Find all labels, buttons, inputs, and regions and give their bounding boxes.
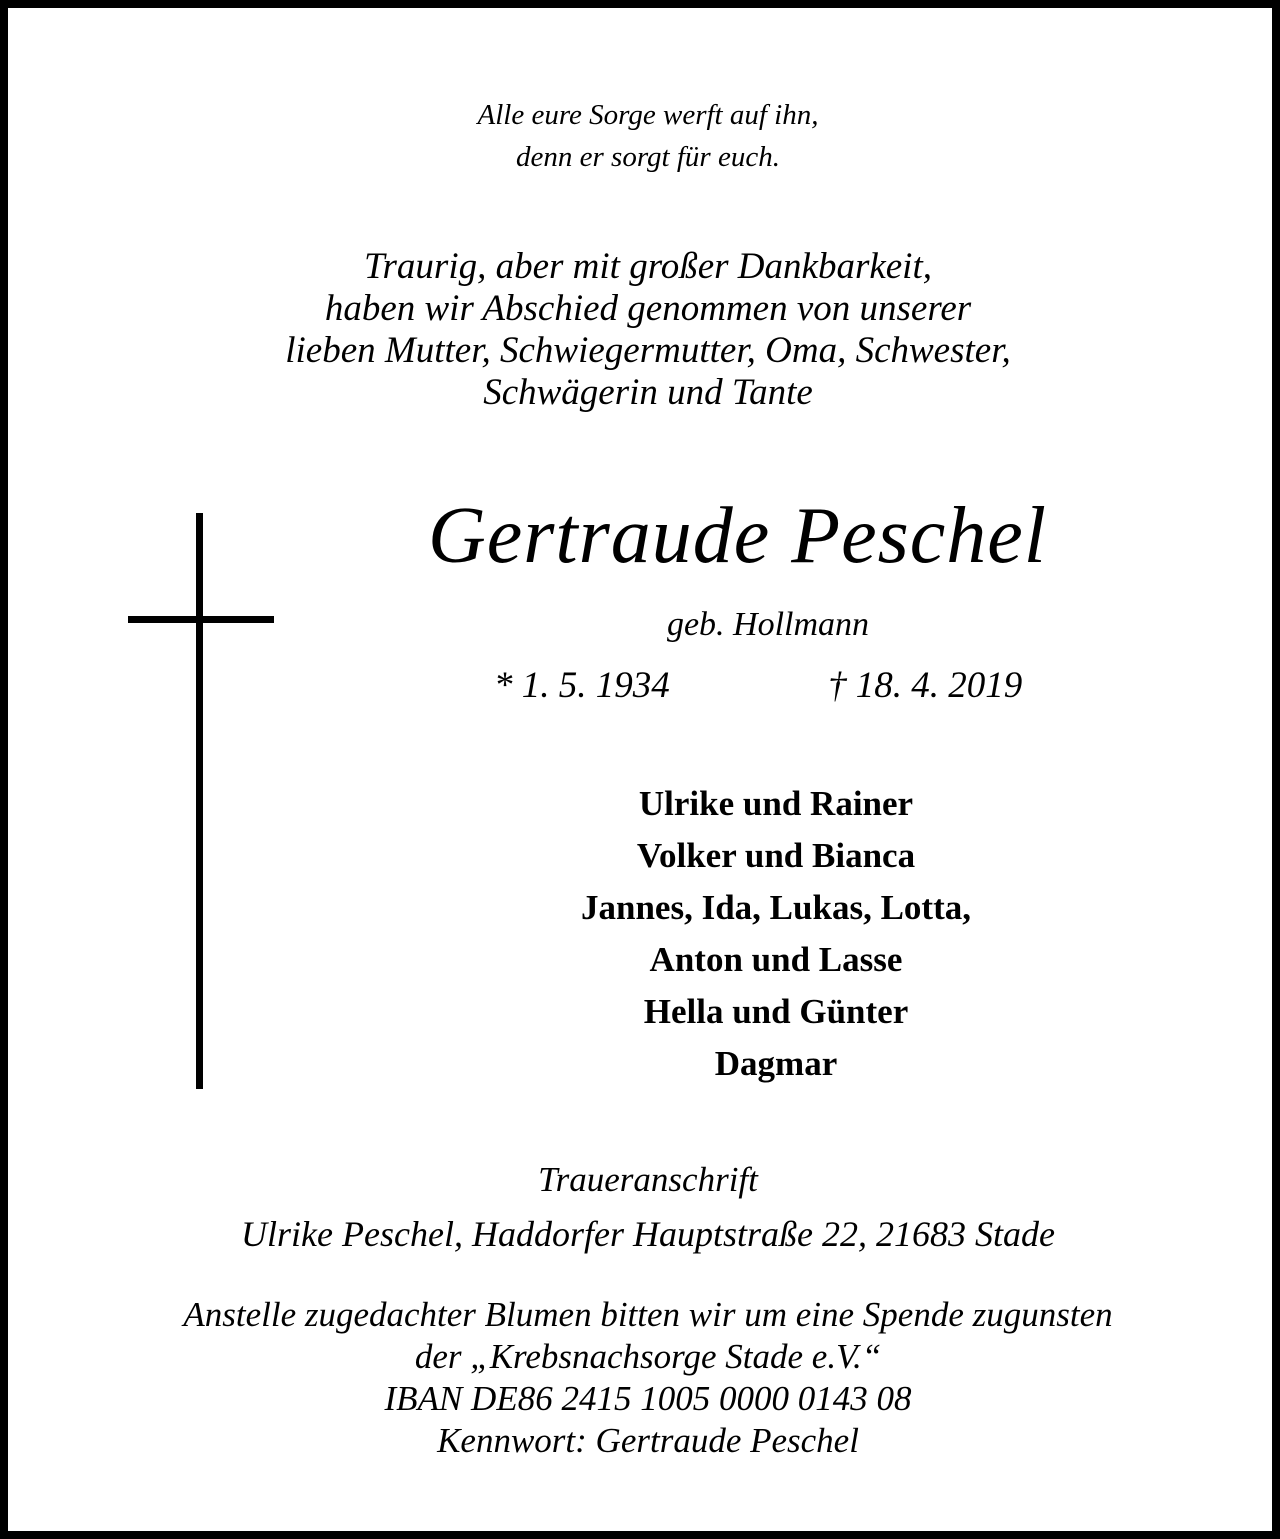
family-member-line: Volker und Bianca xyxy=(636,836,916,875)
intro-line: haben wir Abschied genommen von unserer xyxy=(324,288,972,329)
donation-request xyxy=(8,1294,1280,1462)
family-member-line: Jannes, Ida, Lukas, Lotta, xyxy=(581,888,971,927)
bible-verse xyxy=(8,94,1280,178)
cross-icon xyxy=(196,513,203,1089)
donation-iban: IBAN DE86 2415 1005 0000 0143 08 xyxy=(384,1379,912,1418)
intro-line: lieben Mutter, Schwiegermutter, Oma, Schwester, xyxy=(285,330,1011,371)
birth-name: geb. Hollmann xyxy=(666,606,870,643)
family-member-line: Anton und Lasse xyxy=(649,940,903,979)
mourning-address: Ulrike Peschel, Haddorfer Hauptstraße 22, 21683 Stade xyxy=(241,1214,1055,1254)
donation-line: der „Krebsnachsorge Stade e.V.“ xyxy=(414,1337,882,1376)
intro-text xyxy=(8,246,1280,414)
cross-icon-bar xyxy=(128,616,274,623)
bible-verse-line: Alle eure Sorge werft auf ihn, xyxy=(477,99,819,131)
intro-line: Schwägerin und Tante xyxy=(483,372,813,413)
family-member-line: Ulrike und Rainer xyxy=(638,784,914,823)
family-member-line: Dagmar xyxy=(714,1044,838,1083)
mourning-address-label: Traueranschrift xyxy=(538,1160,758,1199)
birth-date: * 1. 5. 1934 xyxy=(494,665,670,706)
death-date: † 18. 4. 2019 xyxy=(828,665,1023,706)
donation-line: Anstelle zugedachter Blumen bitten wir um eine Spende zugunsten xyxy=(183,1295,1113,1334)
bible-verse-line: denn er sorgt für euch. xyxy=(516,141,780,173)
deceased-name: Gertraude Peschel xyxy=(428,492,1048,580)
family-list xyxy=(476,778,1076,1090)
donation-keyword: Kennwort: Gertraude Peschel xyxy=(437,1421,859,1460)
family-member-line: Hella und Günter xyxy=(643,992,909,1031)
intro-line: Traurig, aber mit großer Dankbarkeit, xyxy=(363,246,932,287)
